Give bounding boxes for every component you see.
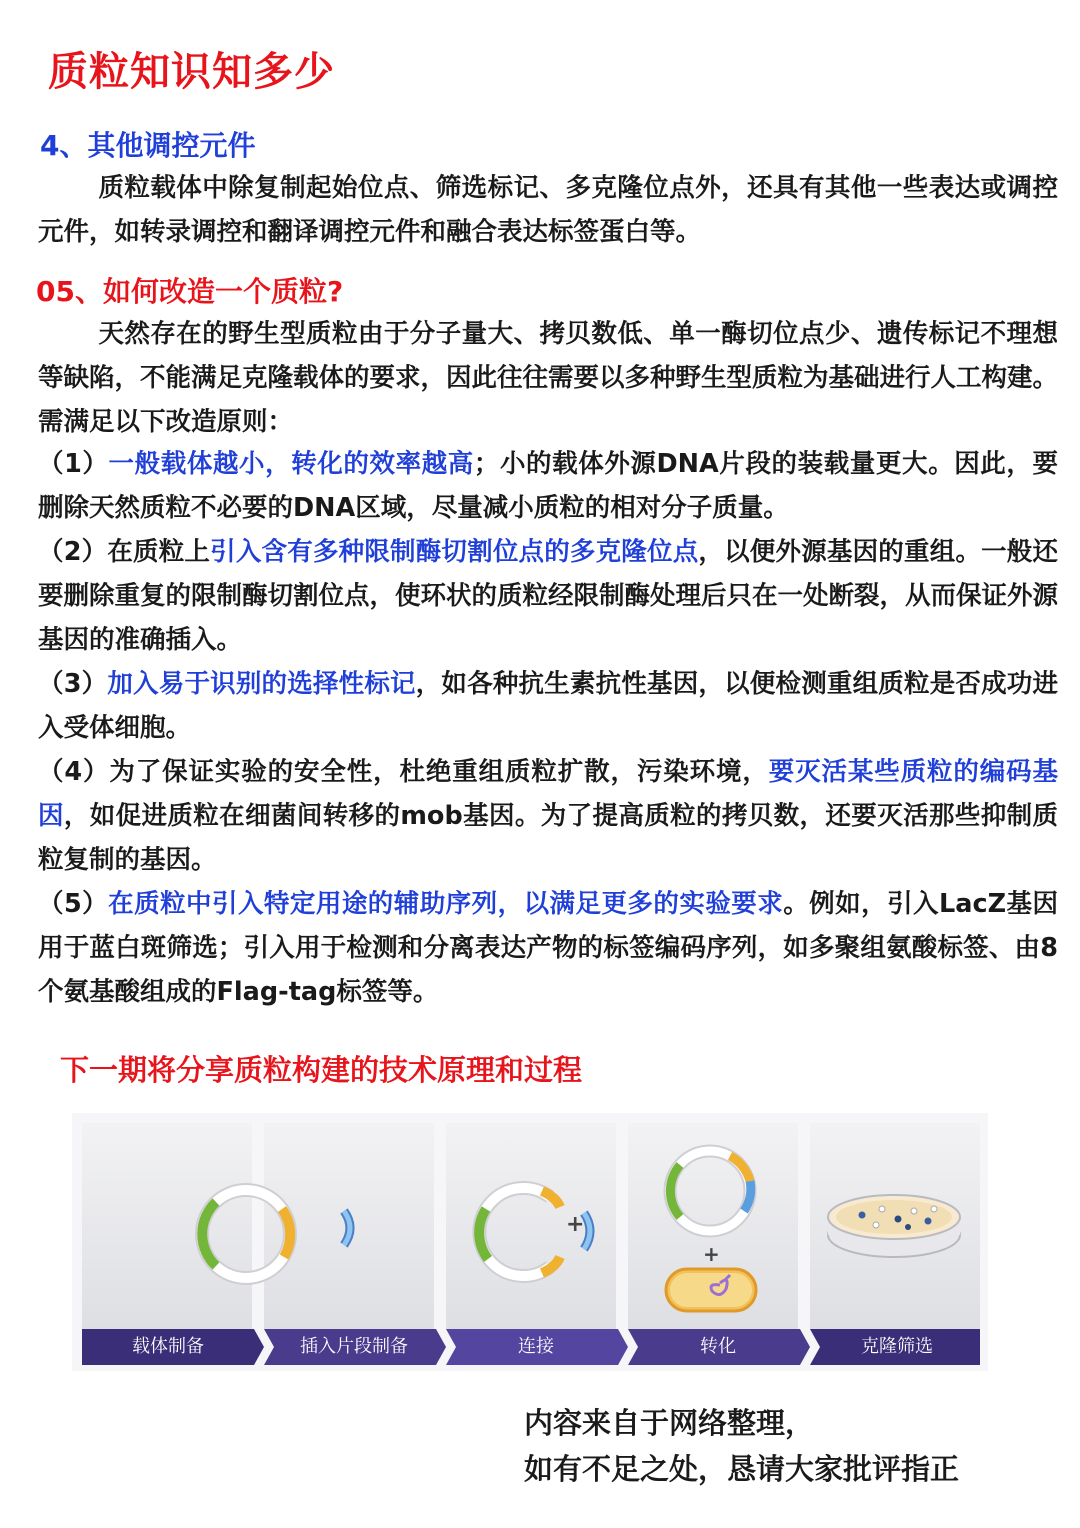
item-text: 。例如，引入LacZ基因用于蓝白斑筛选；引入用于检测和分离表达产物的标签编码序列，如多聚组氨酸标签、由8个氨基酸组成的Flag-tag标签等。 — [38, 889, 1058, 1007]
item-highlight: 引入含有多种限制酶切割位点的多克隆位点 — [210, 537, 699, 567]
next-issue-note: 下一期将分享质粒构建的技术原理和过程 — [60, 1053, 583, 1087]
principle-item-2 — [38, 530, 1058, 662]
petri-dish-icon — [828, 1195, 960, 1257]
step-label-2: 插入片段制备 — [300, 1336, 408, 1357]
item-prefix: （3） — [38, 669, 108, 699]
item-text: ；小的载体外源DNA片段的装载量更大。因此，要删除天然质粒不必要的DNA区域，尽量减小质粒的相对分子质量。 — [38, 449, 1058, 523]
section-4-heading: 4、其他调控元件 — [40, 129, 256, 162]
principle-item-4 — [38, 750, 1058, 882]
item-highlight: 加入易于识别的选择性标记 — [107, 669, 416, 699]
diagram-illustrations — [72, 1113, 988, 1329]
section-5-intro — [38, 312, 1058, 444]
item-highlight: 要灭活某些质粒的编码基因 — [38, 757, 1058, 831]
step-label-3: 连接 — [518, 1336, 554, 1357]
insert-fragment-icon — [344, 1211, 350, 1245]
transformation-icon — [666, 1151, 756, 1311]
principle-list — [38, 442, 1058, 1014]
plasmid-construction-diagram — [72, 1113, 988, 1371]
item-highlight: 一般载体越小，转化的效率越高 — [108, 449, 474, 479]
footer-line-2: 如有不足之处，恳请大家批评指正 — [524, 1452, 960, 1486]
footer-line-1: 内容来自于网络整理， — [524, 1406, 815, 1440]
transformation-plus: + — [703, 1242, 720, 1266]
item-text: ，如各种抗生素抗性基因，以便检测重组质粒是否成功进入受体细胞。 — [38, 669, 1058, 743]
footer-note — [524, 1400, 959, 1492]
item-prefix: （2）在质粒上 — [38, 537, 211, 567]
page-title: 质粒知识知多少 — [48, 49, 335, 95]
vector-plasmid-icon — [202, 1190, 290, 1278]
step-band — [82, 1329, 980, 1365]
item-prefix: （4）为了保证实验的安全性，杜绝重组质粒扩散，污染环境， — [38, 757, 769, 787]
step-label-1: 载体制备 — [132, 1336, 204, 1357]
item-prefix: （5） — [38, 889, 109, 919]
section-4-text: 质粒载体中除复制起始位点、筛选标记、多克隆位点外，还具有其他一些表达或调控元件，如转录调控和翻译调控元件和融合表达标签蛋白等。 — [38, 173, 1058, 247]
item-text: ，如促进质粒在细菌间转移的mob基因。为了提高质粒的拷贝数，还要灭活那些抑制质粒复制的基因。 — [38, 801, 1058, 875]
principle-item-1 — [38, 442, 1058, 530]
step-label-5: 克隆筛选 — [861, 1336, 933, 1357]
principle-item-5 — [38, 882, 1058, 1014]
item-text: ，以便外源基因的重组。一般还要删除重复的限制酶切割位点，使环状的质粒经限制酶处理后只在一处断裂，从而保证外源基因的准确插入。 — [38, 537, 1059, 655]
step-label-4: 转化 — [700, 1336, 736, 1357]
section-5-heading: 05、如何改造一个质粒? — [36, 275, 344, 308]
ligation-icon — [479, 1188, 590, 1276]
principle-item-3 — [38, 662, 1058, 750]
section-4-body — [38, 166, 1058, 254]
item-highlight: 在质粒中引入特定用途的辅助序列，以满足更多的实验要求 — [108, 889, 784, 919]
item-prefix: （1） — [38, 449, 109, 479]
ligation-plus: + — [566, 1212, 585, 1237]
section-5-intro-text: 天然存在的野生型质粒由于分子量大、拷贝数低、单一酶切位点少、遗传标记不理想等缺陷，不能满足克隆载体的要求，因此往往需要以多种野生型质粒为基础进行人工构建。需满足以下改造原则： — [38, 319, 1059, 437]
